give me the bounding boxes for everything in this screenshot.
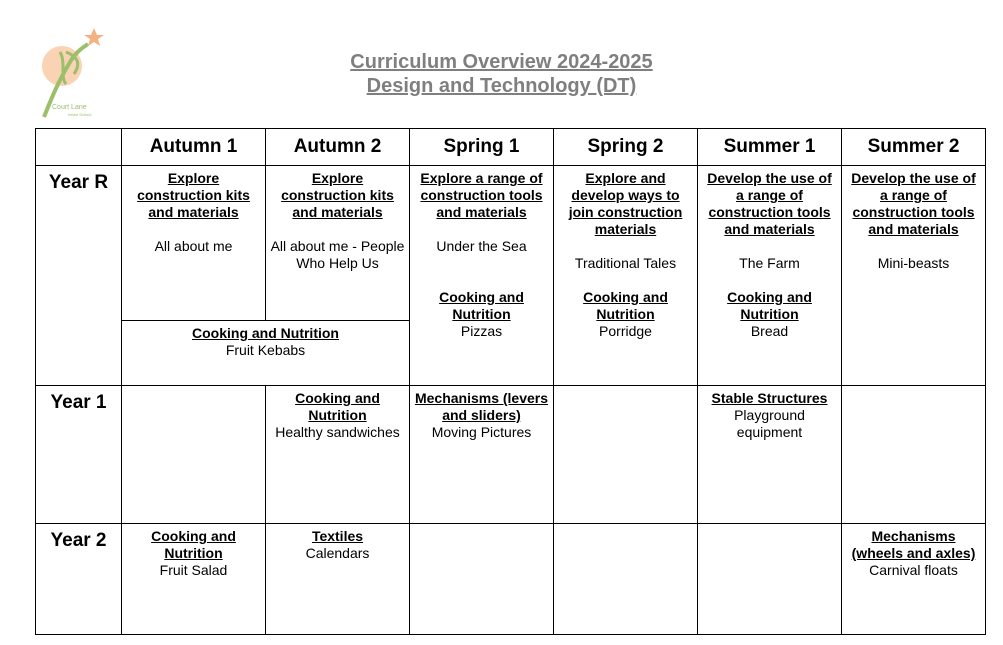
topic: Cooking and Nutrition: [192, 325, 339, 341]
topic: Explore a range of construction tools and materials: [420, 170, 543, 220]
topic: Textiles: [311, 528, 364, 544]
activity: All about me - People Who Help Us: [270, 238, 405, 271]
activity: Fruit Salad: [159, 562, 228, 578]
cell-year-r-spring-1: [410, 166, 554, 386]
header-autumn-1: Autumn 1: [122, 129, 266, 166]
table-row-year-1: [36, 386, 986, 524]
activity: The Farm: [739, 255, 800, 271]
cell-year-2-spring-1: [410, 524, 554, 635]
topic: Cooking and Nutrition: [151, 528, 236, 561]
topic: Explore construction kits and materials: [281, 170, 394, 220]
header-summer-1: Summer 1: [698, 129, 842, 166]
table-row-year-r: [36, 166, 986, 321]
cell-year-2-summer-1: [698, 524, 842, 635]
activity: Under the Sea: [436, 238, 527, 254]
corner-cell: [36, 129, 122, 166]
curriculum-table: [35, 128, 986, 635]
topic: Stable Structures: [711, 390, 828, 406]
cell-year-2-spring-2: [554, 524, 698, 635]
cell-year-1-autumn-2: [266, 386, 410, 524]
activity: Mini-beasts: [877, 255, 950, 271]
activity: Fruit Kebabs: [225, 342, 306, 358]
logo-subtitle: Infant School: [68, 112, 92, 117]
cell-year-r-autumn-shared: [122, 321, 410, 386]
topic: Develop the use of a range of construction tools and materials: [707, 170, 832, 237]
row-label-year-r: Year R: [36, 166, 122, 386]
cell-year-2-autumn-2: [266, 524, 410, 635]
activity: Playground equipment: [734, 407, 805, 440]
activity: Moving Pictures: [431, 424, 532, 440]
row-label-year-1: Year 1: [36, 386, 122, 524]
cell-year-r-autumn-1: [122, 166, 266, 321]
cell-year-1-summer-2: [842, 386, 986, 524]
page-title: [0, 50, 1003, 98]
topic: Explore construction kits and materials: [137, 170, 250, 220]
topic-2: Cooking and Nutrition: [439, 289, 524, 322]
activity-2: Pizzas: [460, 323, 503, 339]
cell-year-1-autumn-1: [122, 386, 266, 524]
cell-year-1-summer-1: [698, 386, 842, 524]
table-row-year-2: [36, 524, 986, 635]
header-autumn-2: Autumn 2: [266, 129, 410, 166]
title-line-2: Design and Technology (DT): [366, 75, 637, 97]
topic-2: Cooking and Nutrition: [583, 289, 668, 322]
topic: Mechanisms (wheels and axles): [851, 528, 976, 561]
header-spring-1: Spring 1: [410, 129, 554, 166]
activity-2: Porridge: [599, 323, 652, 339]
activity-2: Bread: [750, 323, 789, 339]
activity: Carnival floats: [869, 562, 958, 578]
topic: Develop the use of a range of construction tools and materials: [851, 170, 976, 237]
cell-year-r-summer-2: [842, 166, 986, 386]
cell-year-1-spring-1: [410, 386, 554, 524]
header-summer-2: Summer 2: [842, 129, 986, 166]
activity: Calendars: [305, 545, 370, 561]
topic: Mechanisms (levers and sliders): [414, 390, 549, 423]
cell-year-r-spring-2: [554, 166, 698, 386]
activity: Healthy sandwiches: [275, 424, 400, 440]
cell-year-r-summer-1: [698, 166, 842, 386]
header-spring-2: Spring 2: [554, 129, 698, 166]
activity: Traditional Tales: [574, 255, 677, 271]
topic: Cooking and Nutrition: [295, 390, 380, 423]
topic: Explore and develop ways to join construction materials: [568, 170, 683, 237]
logo-name: Court Lane: [52, 104, 87, 111]
cell-year-r-autumn-2: [266, 166, 410, 321]
cell-year-2-autumn-1: [122, 524, 266, 635]
cell-year-2-summer-2: [842, 524, 986, 635]
topic-2: Cooking and Nutrition: [727, 289, 812, 322]
title-line-1: Curriculum Overview 2024-2025: [350, 51, 653, 73]
activity: All about me: [154, 238, 233, 254]
cell-year-1-spring-2: [554, 386, 698, 524]
header-row: [36, 129, 986, 166]
row-label-year-2: Year 2: [36, 524, 122, 635]
